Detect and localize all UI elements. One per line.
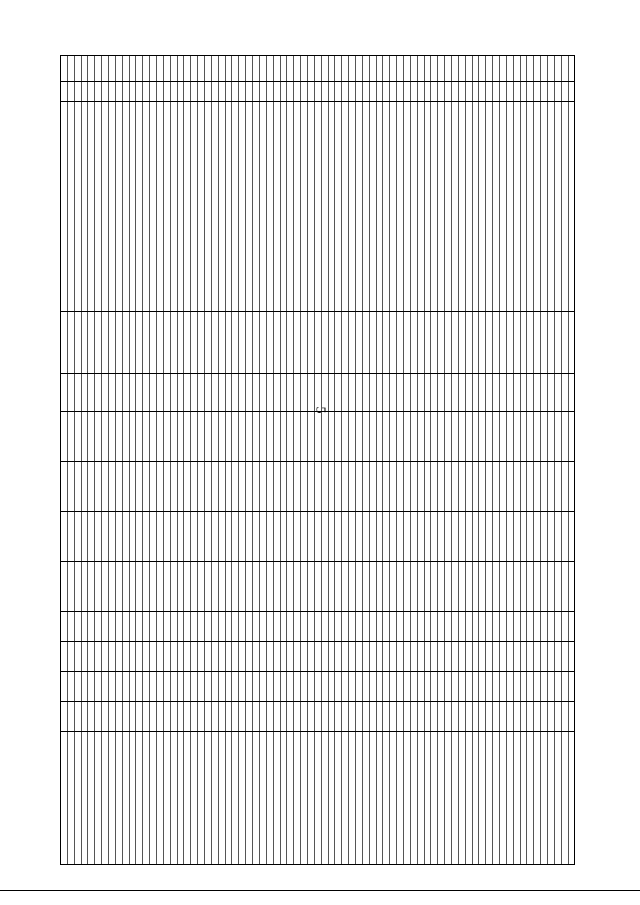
table-row — [294, 56, 301, 864]
table-row — [329, 56, 336, 864]
table-row — [431, 56, 438, 864]
table-row — [301, 56, 308, 864]
table-row — [397, 56, 404, 864]
table-row — [239, 56, 246, 864]
table-row — [205, 56, 212, 864]
table-row — [212, 56, 219, 864]
table-row — [438, 56, 445, 864]
table-row — [315, 56, 322, 864]
table-row — [253, 56, 260, 864]
table-row — [521, 56, 528, 864]
table-row — [377, 56, 384, 864]
table-row — [500, 56, 507, 864]
table-row — [136, 56, 143, 864]
table-row — [555, 56, 562, 864]
table-row — [445, 56, 452, 864]
table-row — [274, 56, 281, 864]
table-row — [178, 56, 185, 864]
table-row — [232, 56, 239, 864]
table-row — [493, 56, 500, 864]
table-row — [88, 56, 95, 864]
table-row — [562, 56, 569, 864]
table-row — [452, 56, 459, 864]
table-row — [466, 56, 473, 864]
table-row — [219, 56, 226, 864]
table-row — [390, 56, 397, 864]
table-row — [541, 56, 548, 864]
table-row — [68, 56, 75, 864]
table-row — [514, 56, 521, 864]
table-row — [425, 56, 432, 864]
table-row — [267, 56, 274, 864]
table-row — [61, 56, 68, 864]
table-row — [109, 56, 116, 864]
table-row — [308, 56, 315, 864]
table-row — [356, 56, 363, 864]
table-row — [527, 56, 534, 864]
table-row — [287, 56, 294, 864]
table-row — [479, 56, 486, 864]
table-row — [164, 56, 171, 864]
table-row — [322, 56, 329, 864]
table-row — [473, 56, 480, 864]
table-row — [418, 56, 425, 864]
table-row — [370, 56, 377, 864]
table-row — [569, 56, 575, 864]
table-row — [349, 56, 356, 864]
table-row — [281, 56, 288, 864]
table-row — [404, 56, 411, 864]
table-rows — [61, 56, 574, 864]
table-row — [130, 56, 137, 864]
table-row — [157, 56, 164, 864]
table-row — [226, 56, 233, 864]
table-row — [411, 56, 418, 864]
table-row — [143, 56, 150, 864]
table-row — [260, 56, 267, 864]
table-row — [123, 56, 130, 864]
page-number: 5 — [312, 406, 328, 414]
table-row — [82, 56, 89, 864]
table-row — [383, 56, 390, 864]
table-row — [459, 56, 466, 864]
bottom-rule — [0, 890, 640, 891]
table-row — [184, 56, 191, 864]
table-row — [198, 56, 205, 864]
table-row — [335, 56, 342, 864]
data-table — [60, 55, 575, 865]
table-row — [342, 56, 349, 864]
table-row — [507, 56, 514, 864]
table-row — [95, 56, 102, 864]
table-row — [363, 56, 370, 864]
table-row — [150, 56, 157, 864]
table-row — [486, 56, 493, 864]
table-row — [116, 56, 123, 864]
table-row — [548, 56, 555, 864]
table-row — [102, 56, 109, 864]
table-row — [246, 56, 253, 864]
table-row — [171, 56, 178, 864]
table-row — [534, 56, 541, 864]
table-row — [191, 56, 198, 864]
table-row — [75, 56, 82, 864]
